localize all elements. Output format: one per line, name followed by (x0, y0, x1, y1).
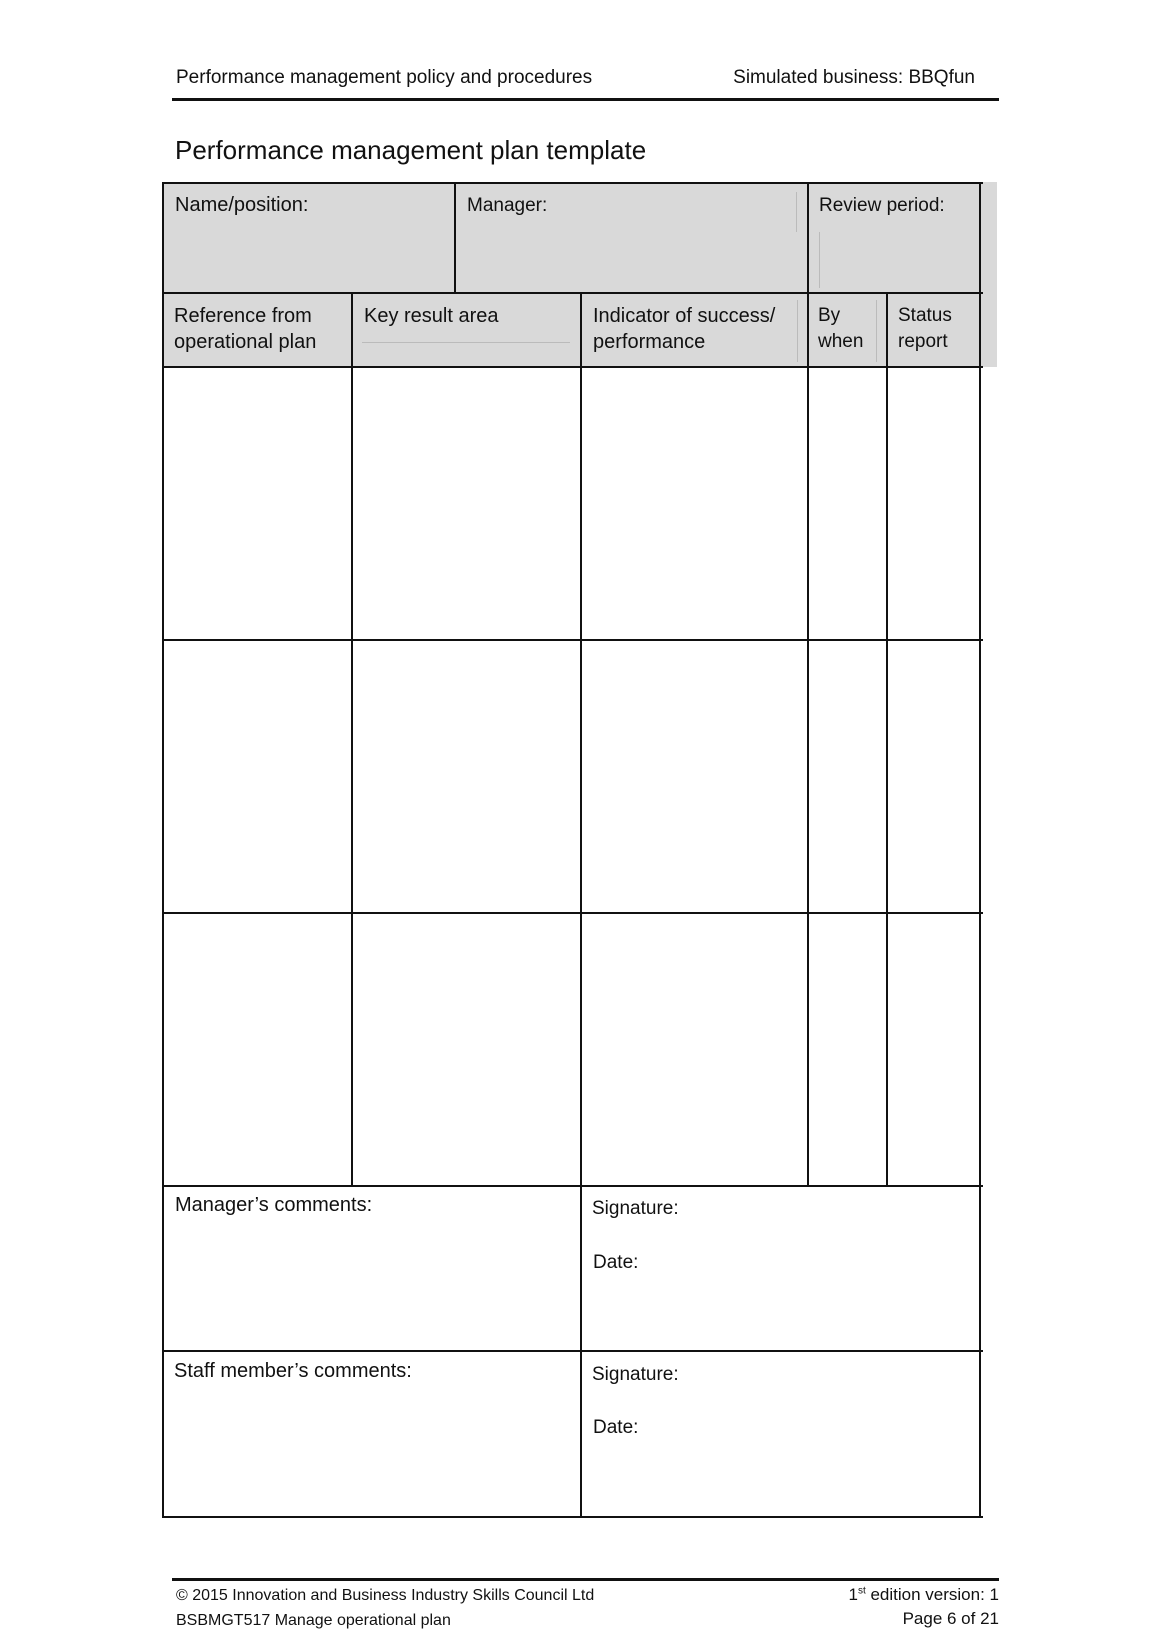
footer-edition (849, 1585, 1000, 1605)
page-footer (172, 1578, 999, 1639)
column-divider (454, 182, 456, 292)
header-document-title: Performance management policy and procedures (176, 67, 593, 88)
faint-rule (876, 300, 877, 362)
staff-comments-label: Staff member’s comments: (174, 1360, 412, 1382)
edition-version: edition version: 1 (865, 1585, 999, 1604)
manager-date-label: Date: (593, 1252, 639, 1273)
column-header-by-when-line2: when (818, 331, 864, 352)
page-header (172, 64, 999, 101)
faint-rule (819, 232, 820, 288)
row-divider (163, 912, 983, 914)
row-divider (163, 366, 983, 368)
faint-rule (796, 192, 797, 232)
review-period-label: Review period: (819, 195, 945, 216)
row-divider (163, 1350, 983, 1352)
footer-copyright: © 2015 Innovation and Business Industry Skills Council Ltd (176, 1587, 595, 1604)
edition-number: 1 (848, 1585, 858, 1604)
footer-course-code: BSBMGT517 Manage operational plan (176, 1612, 451, 1629)
column-divider (807, 182, 809, 292)
row-divider (163, 292, 983, 294)
column-divider (580, 292, 582, 1518)
column-header-indicator (593, 303, 775, 355)
faint-rule (362, 342, 570, 343)
name-position-label: Name/position: (175, 194, 309, 216)
staff-date-label: Date: (593, 1417, 639, 1438)
manager-label: Manager: (467, 195, 548, 216)
staff-signature-label: Signature: (592, 1364, 679, 1385)
edition-suffix: st (857, 1585, 866, 1597)
column-header-reference-line1: Reference from (174, 305, 312, 327)
column-header-reference (174, 303, 316, 355)
footer-page-number: Page 6 of 21 (902, 1609, 999, 1628)
row-divider (163, 1185, 983, 1187)
table-border-right (979, 182, 981, 1518)
header-business-name: Simulated business: BBQfun (733, 67, 975, 88)
manager-signature-label: Signature: (592, 1198, 679, 1219)
column-header-status-report (898, 303, 952, 355)
table-border-top (163, 182, 983, 184)
column-header-reference-line2: operational plan (174, 331, 317, 353)
column-divider (807, 292, 809, 1185)
faint-rule (797, 300, 798, 362)
table-border-left (162, 182, 164, 1518)
column-header-indicator-line1: Indicator of success/ (593, 305, 776, 327)
page-title: Performance management plan template (175, 135, 647, 165)
row-divider (163, 639, 983, 641)
manager-comments-label: Manager’s comments: (175, 1194, 373, 1216)
column-header-by-when (818, 303, 863, 355)
column-header-key-result-area: Key result area (364, 305, 499, 327)
column-header-status-report-line1: Status (898, 305, 952, 326)
column-divider (886, 292, 888, 1185)
column-header-indicator-line2: performance (593, 331, 706, 353)
column-divider (351, 292, 353, 1185)
column-header-status-report-line2: report (898, 331, 948, 352)
column-header-by-when-line1: By (818, 305, 841, 326)
table-border-bottom (163, 1516, 983, 1518)
